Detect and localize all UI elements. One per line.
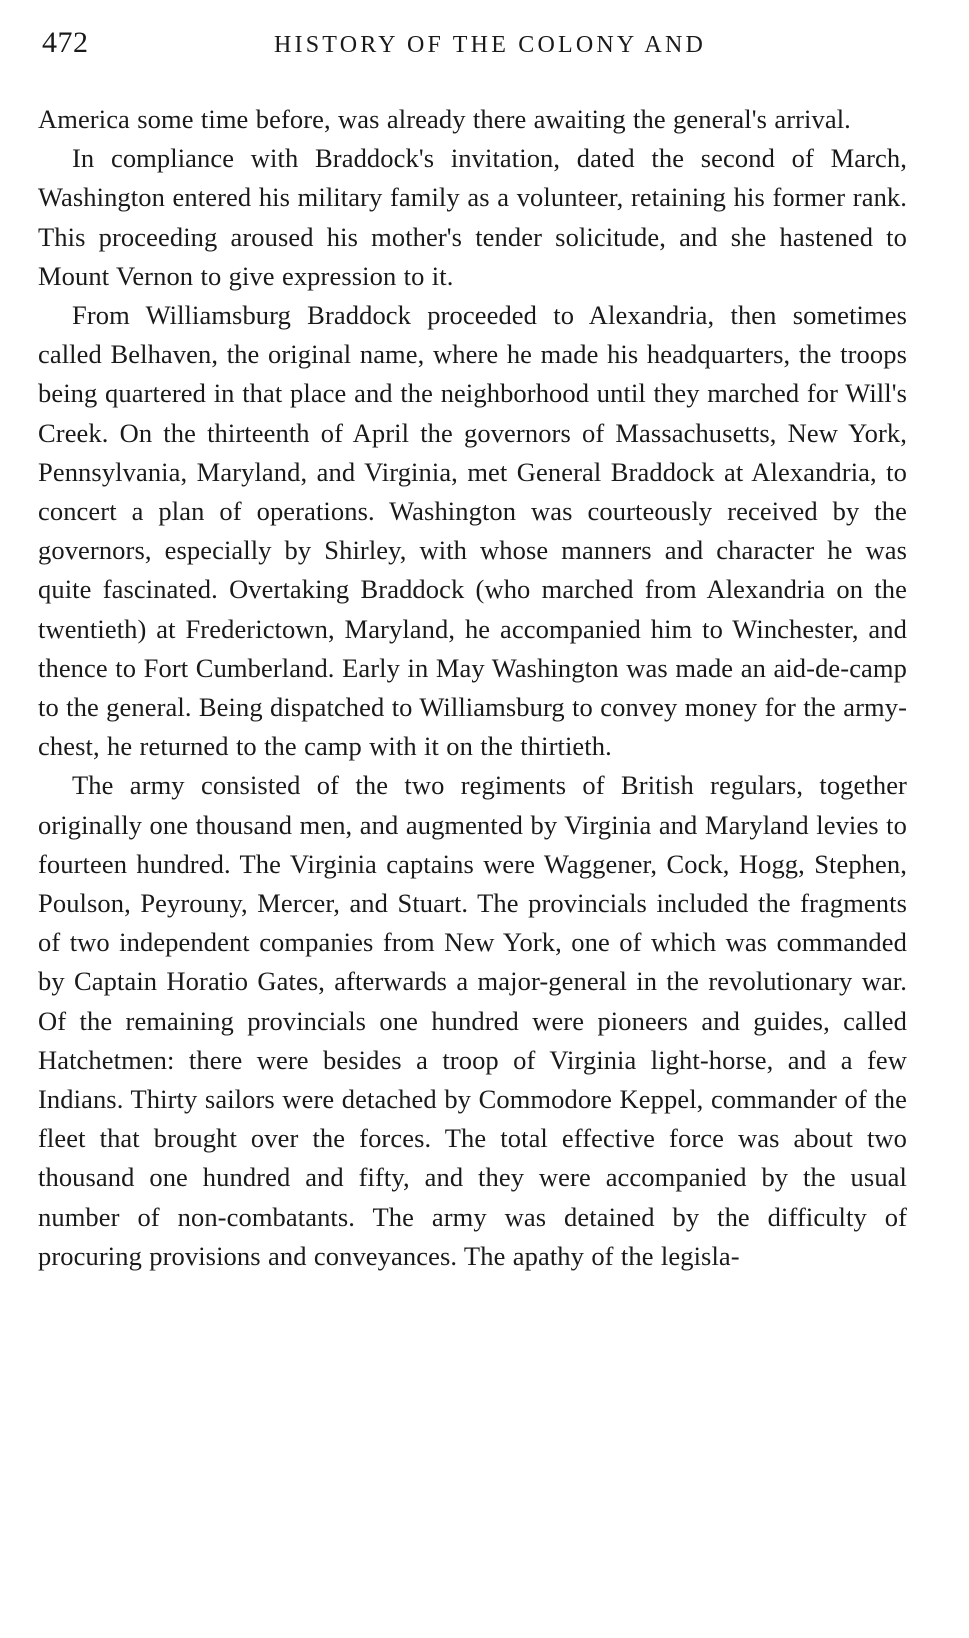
paragraph: From Williamsburg Braddock proceeded to Alexandria, then sometimes called Belhaven, the original name, where he made his headquarters, the troops being quartered in that place and the neighborhood until they marched for Will's Creek. On the thirteenth of April the governors of Massachusetts, New York, Pennsylvania, Maryland, and Virginia, met General Braddock at Alexandria, to concert a plan of operations. Washington was courteously received by the governors, especially by Shirley, with whose manners and character he was quite fascinated. Overtaking Braddock (who marched from Alexandria on the twentieth) at Frederictown, Maryland, he accompanied him to Winchester, and thence to Fort Cumberland. Early in May Washington was made an aid-de-camp to the general. Being dispatched to Williamsburg to convey money for the army-chest, he returned to the camp with it on the thirtieth. bbox=[38, 300, 907, 762]
page-number: 472 bbox=[42, 26, 89, 59]
page-header bbox=[38, 26, 907, 72]
paragraph: The army consisted of the two regiments of British regulars, together originally one thousand men, and augmented by Virginia and Maryland levies to fourteen hundred. The Virginia captains were Waggener, Cock, Hogg, Stephen, Poulson, Peyrouny, Mercer, and Stuart. The provincials included the fragments of two independent companies from New York, one of which was commanded by Captain Horatio Gates, afterwards a major-general in the revolutionary war. Of the remaining provincials one hundred were pioneers and guides, called Hatchetmen: there were besides a troop of Virginia light-horse, and a few Indians. Thirty sailors were detached by Commodore Keppel, commander of the fleet that brought over the forces. The total effective force was about two thousand one hundred and fifty, and they were accompanied by the usual number of non-combatants. The army was detained by the difficulty of procuring provisions and conveyances. The apathy of the legisla- bbox=[38, 770, 907, 1271]
paragraph: In compliance with Braddock's invitation, dated the second of March, Washington entered his military family as a volunteer, retaining his former rank. This proceeding aroused his mother's tender solicitude, and she hastened to Mount Vernon to give expression to it. bbox=[38, 143, 907, 291]
running-head-title: HISTORY OF THE COLONY AND bbox=[274, 32, 707, 58]
paragraph: America some time before, was already there awaiting the general's arrival. bbox=[38, 104, 851, 134]
page-body bbox=[38, 100, 907, 1276]
